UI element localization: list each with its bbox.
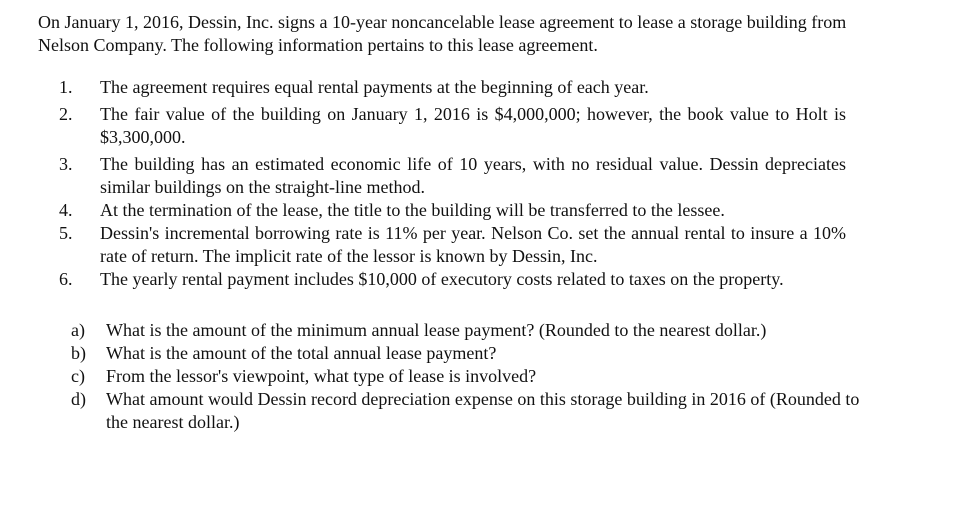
list-item-number: 2. <box>59 104 73 124</box>
list-item-number: 3. <box>59 154 73 174</box>
list-item-text: The building has an estimated economic life of 10 years, with no residual value. Dessin depreciates similar buildings on the straight-line method. <box>100 154 846 197</box>
question-letter: a) <box>71 320 85 340</box>
questions-list <box>38 319 898 434</box>
list-item-text: The fair value of the building on January 1, 2016 is $4,000,000; however, the book value to Holt is $3,300,000. <box>100 104 846 147</box>
question-item <box>38 365 898 388</box>
intro-paragraph: On January 1, 2016, Dessin, Inc. signs a 10-year noncancelable lease agreement to lease a storage building from Nelson Company. The following information pertains to this lease agreement. <box>38 12 847 55</box>
info-list <box>38 76 898 291</box>
list-item-number: 5. <box>59 223 73 243</box>
list-item-number: 4. <box>59 200 73 220</box>
list-item <box>38 199 898 222</box>
list-item <box>38 222 898 268</box>
question-item <box>38 319 898 342</box>
question-text: What is the amount of the total annual lease payment? <box>106 343 497 363</box>
question-letter: d) <box>71 389 86 409</box>
question-item <box>38 388 898 434</box>
list-item <box>38 268 898 291</box>
list-item-text: Dessin's incremental borrowing rate is 11% per year. Nelson Co. set the annual rental to insure a 10% rate of return. The implicit rate of the lessor is known by Dessin, Inc. <box>100 223 846 266</box>
question-text: What amount would Dessin record depreciation expense on this storage building in 2016 of (Rounded to the nearest dollar.) <box>106 389 860 432</box>
list-item <box>38 103 898 149</box>
question-letter: c) <box>71 366 85 386</box>
question-text: From the lessor's viewpoint, what type of lease is involved? <box>106 366 537 386</box>
list-item-text: At the termination of the lease, the title to the building will be transferred to the lessee. <box>100 200 725 220</box>
list-item <box>38 76 898 99</box>
question-letter: b) <box>71 343 86 363</box>
list-item-text: The agreement requires equal rental payments at the beginning of each year. <box>100 77 649 97</box>
list-item <box>38 153 898 199</box>
list-item-number: 1. <box>59 77 73 97</box>
question-text: What is the amount of the minimum annual lease payment? (Rounded to the nearest dollar.) <box>106 320 767 340</box>
document <box>38 11 898 434</box>
list-item-number: 6. <box>59 269 73 289</box>
question-item <box>38 342 898 365</box>
list-item-text: The yearly rental payment includes $10,000 of executory costs related to taxes on the property. <box>100 269 784 289</box>
